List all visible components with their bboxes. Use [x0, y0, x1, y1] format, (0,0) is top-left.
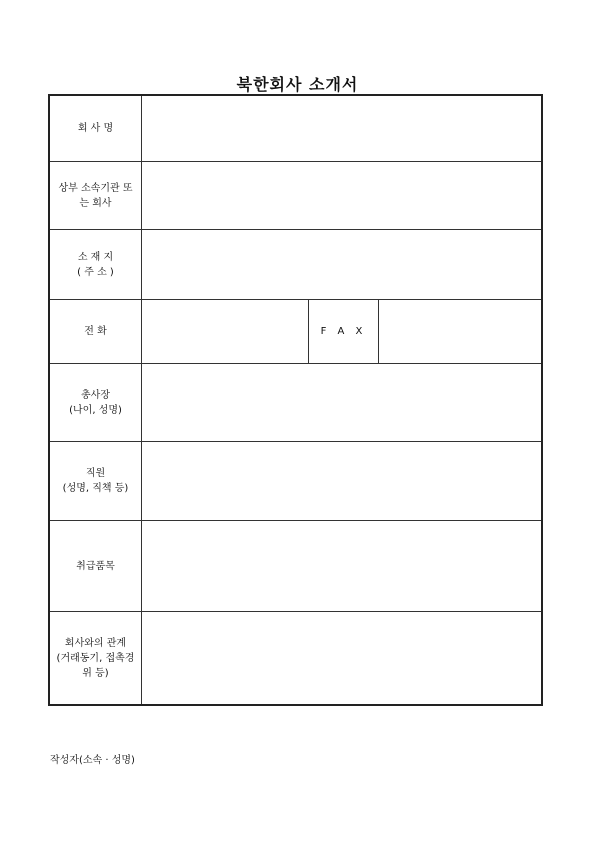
row-address — [50, 230, 541, 300]
label-relation: 회사와의 관계 (거래동기, 접촉경 위 등) — [50, 612, 142, 704]
document-title: 북한회사 소개서 — [236, 75, 359, 94]
label-president: 총사장 (나이, 성명) — [50, 364, 142, 441]
field-staff[interactable] — [142, 442, 541, 520]
row-president — [50, 364, 541, 442]
row-products — [50, 521, 541, 612]
field-products[interactable] — [142, 521, 541, 611]
row-phone-fax — [50, 300, 541, 364]
field-fax[interactable] — [379, 300, 541, 363]
row-company-name — [50, 96, 541, 162]
field-phone[interactable] — [142, 300, 309, 363]
label-fax: F A X — [309, 300, 379, 363]
label-company-name: 회 사 명 — [50, 96, 142, 161]
row-parent-org — [50, 162, 541, 230]
row-staff — [50, 442, 541, 521]
field-company-name[interactable] — [142, 96, 541, 161]
label-staff: 직원 (성명, 직책 등) — [50, 442, 142, 520]
company-intro-form — [48, 94, 543, 706]
row-relation — [50, 612, 541, 704]
label-phone: 전 화 — [50, 300, 142, 363]
field-president[interactable] — [142, 364, 541, 441]
field-parent-org[interactable] — [142, 162, 541, 229]
label-products: 취급품목 — [50, 521, 142, 611]
label-parent-org: 상부 소속기관 또 는 회사 — [50, 162, 142, 229]
author-line: 작성자(소속 · 성명) — [50, 755, 135, 766]
field-address[interactable] — [142, 230, 541, 299]
label-address: 소 재 지 ( 주 소 ) — [50, 230, 142, 299]
field-relation[interactable] — [142, 612, 541, 704]
